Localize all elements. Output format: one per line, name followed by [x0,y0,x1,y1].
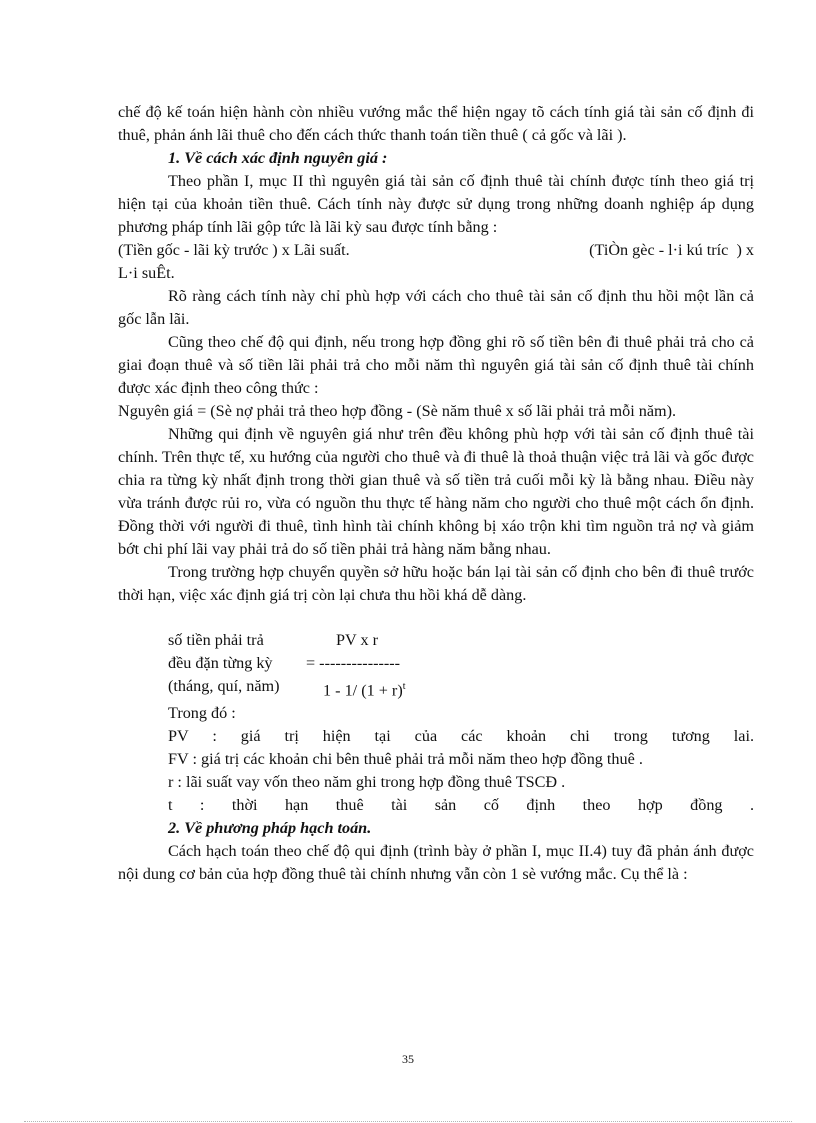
section-heading-2: 2. Về phương pháp hạch toán. [168,819,372,838]
paragraph-analysis: Những qui định về nguyên giá như trên đều không phù hợp với tài sản cố định thuê tài chính. Trên thực tế, xu hướng của người cho thuê và đi thuê là thoả thuận việc trả lãi và gốc được chia ra từng kỳ nhất định trong thời gian thuê và số tiền trả cuối mỗi kỳ là bằng nhau. Điều này vừa tránh được rủi ro, vừa có nguồn thu thực tế hàng năm cho người cho thuê một cách ổn định. Đồng thời với người đi thuê, tình hình tài chính không bị xáo trộn khi tìm nguồn trả nợ và giảm bớt chi phí lãi vay phải trả do số tiền phải trả hàng năm bằng nhau. [118,425,754,558]
definition-r: r : lãi suất vay vốn theo năm ghi trong hợp đồng thuê TSCĐ . [168,773,566,792]
page-body [118,101,754,886]
section-heading-1: 1. Về cách xác định nguyên giá : [168,149,388,167]
paragraph-observation: Rõ ràng cách tính này chỉ phù hợp với cách cho thuê tài sản cố định thu hồi một lần cả gốc lẫn lãi. [118,287,754,328]
formula-line-right: (TiÒn gèc - l·i kú tríc ) x [589,241,754,259]
formula-line-left: (Tiền gốc - lãi kỳ trước ) x Lãi suất. [118,241,350,259]
formula-denominator-text: 1 - 1/ (1 + r) [323,681,403,700]
paragraph-transfer: Trong trường hợp chuyển quyền sở hữu hoặc bán lại tài sản cố định cho bên đi thuê trước thời hạn, việc xác định giá trị còn lại chưa thu hồi khá dễ dàng. [118,563,754,604]
formula-label-2: đều đặn từng kỳ [168,654,273,672]
formula-label-3: (tháng, quí, năm) [168,677,280,695]
paragraph-accounting: Cách hạch toán theo chế độ qui định (trình bày ở phần I, mục II.4) tuy đã phản ánh được nội dung cơ bản của hợp đồng thuê tài chính nhưng vẫn còn 1 sè vướng mắc. Cụ thể là : [118,842,754,884]
formula-where: Trong đó : [168,704,236,723]
definition-fv: FV : giá trị các khoản chi bên thuê phải trả mỗi năm theo hợp đồng thuê . [168,750,643,769]
formula-exponent: t [402,681,406,692]
formula-denominator [323,675,406,702]
definition-pv: PV : giá trị hiện tại của các khoản chi trong tương lai. [168,727,754,746]
definition-t: t : thời hạn thuê tài sản cố định theo hợp đồng . [168,796,754,815]
page-bottom-rule [24,1121,792,1122]
spacer [118,607,754,629]
paragraph-cost-formula: Nguyên giá = (Sè nợ phải trả theo hợp đồng - (Sè năm thuê x số lãi phải trả mỗi năm). [118,402,677,420]
formula-numerator: PV x r [336,631,378,649]
paragraph-regulation: Cũng theo chế độ qui định, nếu trong hợp đồng ghi rõ số tiền bên đi thuê phải trả cho cả giai đoạn thuê và số tiền lãi phải trả cho mỗi năm thì nguyên giá tài sản cố định thuê tài chính được xác định theo công thức : [118,333,754,397]
paragraph-original-cost: Theo phần I, mục II thì nguyên giá tài sản cố định thuê tài chính được tính theo giá trị hiện tại của khoản tiền thuê. Cách tính này được sử dụng trong những doanh nghiệp áp dụng phương pháp tính lãi gộp tức là lãi kỳ sau được tính bằng : [118,172,754,236]
paragraph-formula-line [118,239,754,262]
paragraph-intro: chế độ kế toán hiện hành còn nhiều vướng mắc thể hiện ngay tõ cách tính giá tài sản cố định đi thuê, phản ánh lãi thuê cho đến cách thức thanh toán tiền thuê ( cả gốc và lãi ). [118,103,754,144]
annuity-formula [118,629,754,817]
formula-label-1: số tiền phải trả [168,631,264,649]
formula-fraction-line: = --------------- [306,654,401,672]
formula-line-tail: L·i suÊt. [118,264,175,282]
page-number: 35 [402,1052,414,1066]
